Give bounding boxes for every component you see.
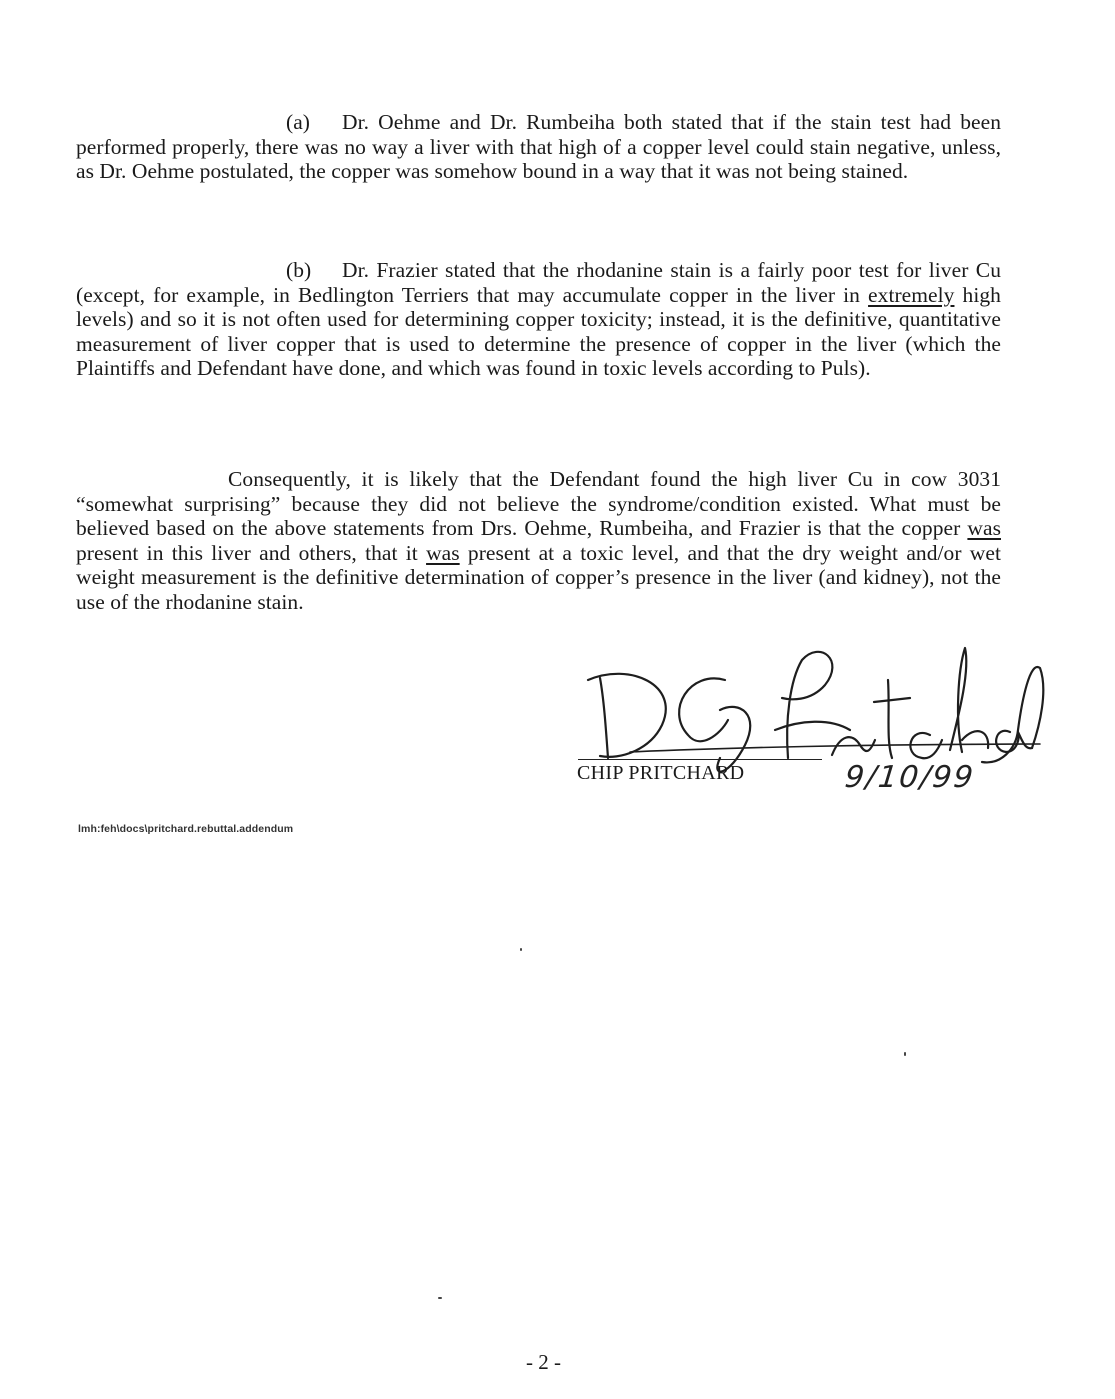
- scan-speck: [438, 1297, 442, 1299]
- scan-speck: [520, 948, 522, 951]
- signature-date: 9/10/99: [843, 760, 977, 795]
- signature-line: [578, 759, 822, 760]
- signer-name: CHIP PRITCHARD: [577, 762, 745, 784]
- paragraph-c-underlined-word-2: was: [426, 540, 460, 565]
- page-number: - 2 -: [526, 1350, 561, 1374]
- signature-block: [570, 640, 1050, 815]
- paragraph-b: [76, 258, 1001, 381]
- paragraph-c: [76, 467, 1001, 614]
- paragraph-b-marker: (b): [286, 258, 312, 282]
- handwritten-signature: [570, 640, 1050, 815]
- scan-speck: [904, 1052, 906, 1056]
- paragraph-a: [76, 110, 1001, 184]
- paragraph-a-marker: (a): [286, 110, 311, 134]
- document-file-path: lmh:feh\docs\pritchard.rebuttal.addendum: [78, 823, 294, 835]
- paragraph-c-underlined-word-1: was: [967, 516, 1001, 540]
- paragraph-c-text-1: Consequently, it is likely that the Defendant found the high liver Cu in cow 3031 “somewhat surprising” because they did not believe the syndrome/condition existed. What must be believed based on the above statements from Drs. Oehme, Rumbeiha, and Frazier is that the copper: [76, 467, 1001, 540]
- paragraph-c-text-3: present at a toxic level, and that the dry weight and/or wet weight measurement is the definitive determination of copper’s presence in the liver (and kidney), not the use of the rhodanine stain.: [76, 540, 1001, 614]
- paragraph-b-underlined-word: extremely: [868, 282, 955, 307]
- paragraph-c-text-2: present in this liver and others, that it: [76, 540, 427, 565]
- paragraph-b-text-2: high levels) and so it is not often used for determining copper toxicity; instead, it is the definitive, quantitative measurement of liver copper that is used to determine the presence of copper in the liver (which the Plaintiffs and Defendant have done, and which was found in toxic levels according to Puls).: [76, 282, 1001, 380]
- paragraph-b-text-1: Dr. Frazier stated that the rhodanine stain is a fairly poor test for liver Cu (except, for example, in Bedlington Terriers that may accumulate copper in the liver in: [76, 258, 1001, 307]
- paragraph-a-text: Dr. Oehme and Dr. Rumbeiha both stated that if the stain test had been performed properly, there was no way a liver with that high of a copper level could stain negative, unless, as Dr. Oehme postulated, the copper was somehow bound in a way that it was not being stained.: [76, 110, 1001, 183]
